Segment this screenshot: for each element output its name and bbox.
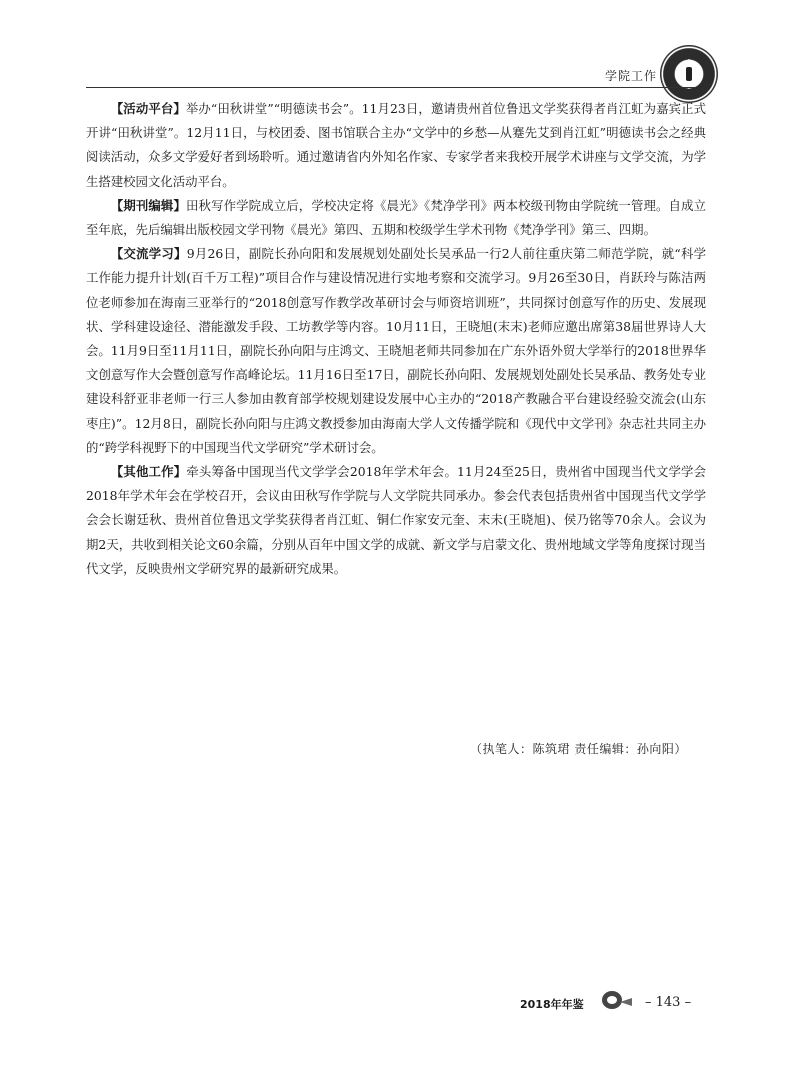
- paragraph-tag: 【期刊编辑】: [110, 197, 186, 213]
- paragraph-tag: 【活动平台】: [110, 101, 186, 116]
- paragraph-text: 牵头筹备中国现当代文学学会2018年学术年会。11月24至25日，贵州省中国现当代文学学会2018年学术年会在学校召开，会议由田秋写作学院与人文学院共同承办。参会代表包括贵州省中国现当代文学学会会长谢廷秋、贵州首位鲁迅文学奖获得者肖江虹、铜仁作家安元奎、末未(王晓旭)、侯乃铭等70余人。会议为期2天，共收到相关论文60余篇，分别从百年中国文学的成就、新文学与启蒙文化、贵州地域文学等角度探讨现当代文学，反映贵州文学研究界的最新研究成果。: [86, 464, 706, 576]
- header-rule: [86, 87, 696, 88]
- page-number: – 143 –: [645, 995, 692, 1010]
- author-credit: （执笔人：陈筑珺 责任编辑：孙向阳）: [470, 742, 687, 756]
- paragraph-text: 田秋写作学院成立后，学校决定将《晨光》《梵净学刊》两本校级刊物由学院统一管理。自成立至年底，先后编辑出版校园文学刊物《晨光》第四、五期和校级学生学术刊物《梵净学刊》第三、四期。: [86, 197, 706, 238]
- paragraph-other: [86, 460, 706, 581]
- yearbook-label: 2018年年鉴: [520, 998, 584, 1011]
- paragraph-text: 举办“田秋讲堂”“明德读书会”。11月23日，邀请贵州首位鲁迅文学奖获得者肖江虹为嘉宾正式开讲“田秋讲堂”。12月11日，与校团委、图书馆联合主办“文学中的乡愁—从蹇先艾到肖江虹”明德读书会之经典阅读活动，众多文学爱好者到场聆听。通过邀请省内外知名作家、专家学者来我校开展学术讲座与文学交流，为学生搭建校园文化活动平台。: [86, 101, 707, 189]
- yearbook-emblem-icon: [598, 988, 634, 1012]
- section-title: 学院工作: [605, 69, 658, 83]
- paragraph-text: 9月26日，副院长孙向阳和发展规划处副处长吴承品一行2人前往重庆第二师范学院，就“科学工作能力提升计划(百千万工程)”项目合作与建设情况进行实地考察和交流学习。9月26至30日，肖跃玲与陈洁两位老师参加在海南三亚举行的“2018创意写作教学改革研讨会与师资培训班”，共同探讨创意写作的历史、发展现状、学科建设途径、潜能激发手段、工坊教学等内容。10月11日，王晓旭(末末)老师应邀出席第38届世界诗人大会。11月9日至11月11日，副院长孙向阳与庄鸿文、王晓旭老师共同参加在广东外语外贸大学举行的2018世界华文创意写作大会暨创意写作高峰论坛。11月16日至17日，副院长孙向阳、发展规划处副处长吴承品、教务处专业建设科舒亚非老师一行三人参加由教育部学校规划建设发展中心主办的“2018产教融合平台建设经验交流会(山东枣庄)”。12月8日，副院长孙向阳与庄鸿文教授参加由海南大学人文传播学院和《现代中文学刊》杂志社共同主办的“跨学科视野下的中国现当代文学研究”学术研讨会。: [86, 246, 707, 455]
- paragraph-exchange: [86, 242, 706, 460]
- article-body: [86, 97, 706, 581]
- university-seal-icon: [660, 45, 718, 103]
- paragraph-tag: 【其他工作】: [110, 464, 187, 480]
- paragraph-journals: [86, 194, 706, 242]
- paragraph-tag: 【交流学习】: [110, 246, 187, 262]
- paragraph-activities: [86, 97, 706, 194]
